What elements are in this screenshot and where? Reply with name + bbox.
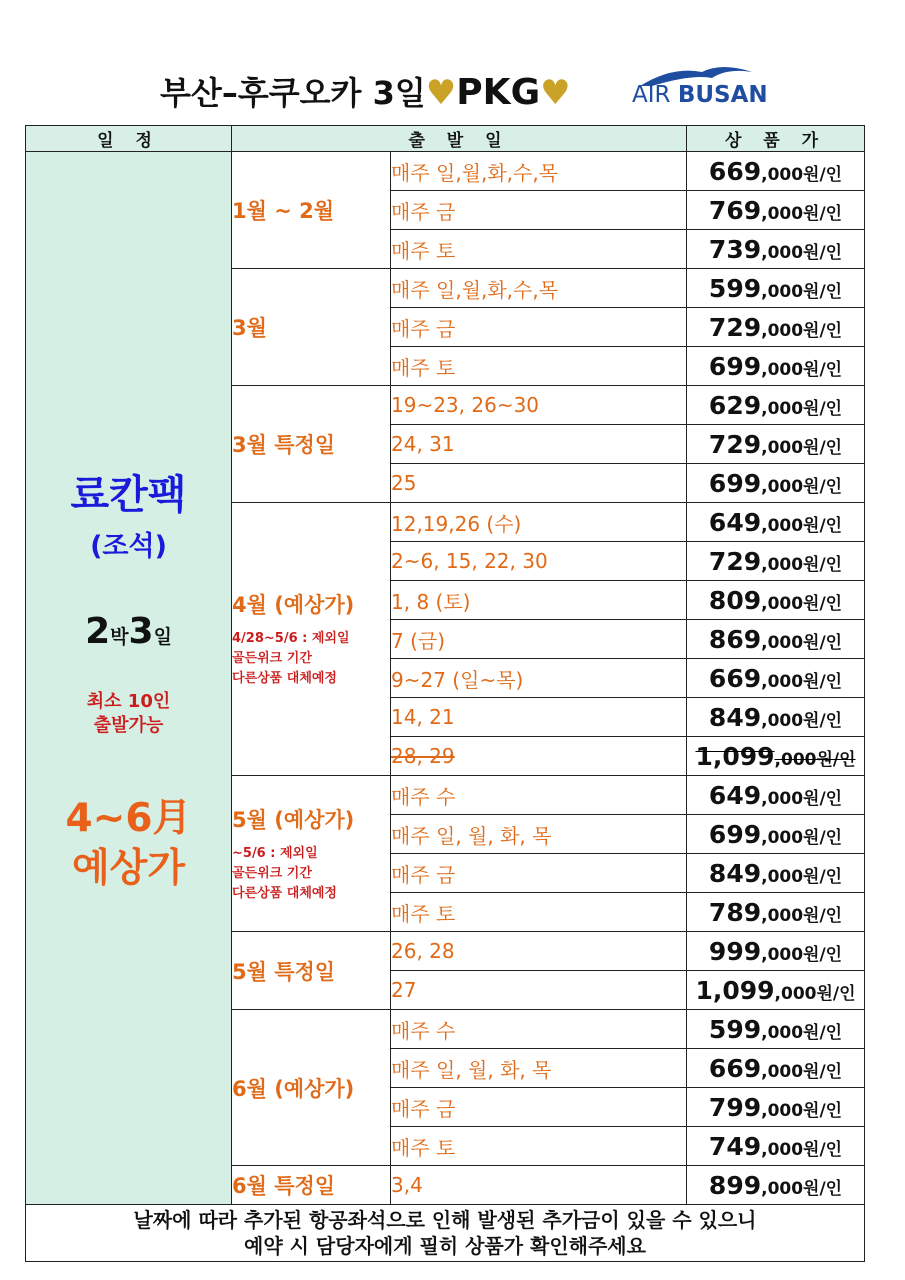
price-cell <box>687 191 865 230</box>
price-suffix: ,000원/인 <box>761 320 843 341</box>
page-title <box>160 68 571 114</box>
header-schedule: 일 정 <box>26 126 232 152</box>
departure-date: 매주 토 <box>391 893 687 932</box>
price-suffix: ,000원/인 <box>761 827 843 848</box>
price-cell <box>687 659 865 698</box>
title-main: 부산–후쿠오카 3일 <box>160 74 426 112</box>
period-cell <box>232 776 391 932</box>
price-cell <box>687 932 865 971</box>
header-row <box>26 126 865 152</box>
nights-number: 2 <box>85 610 111 652</box>
table-row <box>26 152 865 191</box>
price-suffix: ,000원/인 <box>761 593 843 614</box>
price-suffix: ,000원/인 <box>761 1022 843 1043</box>
departure-date: 28, 29 <box>391 737 687 776</box>
departure-date: 14, 21 <box>391 698 687 737</box>
price-cell <box>687 1166 865 1205</box>
price-suffix: ,000원/인 <box>774 749 856 770</box>
period-cell <box>232 386 391 503</box>
price-thousands: 799 <box>708 1092 762 1122</box>
period-note-line: 다른상품 대체예정 <box>232 885 337 901</box>
departure-date: 매주 금 <box>391 191 687 230</box>
price-suffix: ,000원/인 <box>761 359 843 380</box>
departure-date: 26, 28 <box>391 932 687 971</box>
footer-row <box>26 1205 865 1262</box>
minimum-people <box>26 690 231 738</box>
price-thousands: 729 <box>708 429 762 459</box>
duration <box>26 611 231 652</box>
departure-date: 매주 금 <box>391 1088 687 1127</box>
period-cell <box>232 269 391 386</box>
meal-info: (조석) <box>90 530 167 562</box>
price-cell <box>687 893 865 932</box>
price-thousands: 809 <box>708 585 762 615</box>
price-suffix: ,000원/인 <box>761 866 843 887</box>
departure-date: 매주 일,월,화,수,목 <box>391 152 687 191</box>
period-note <box>232 629 390 689</box>
price-thousands: 999 <box>708 936 762 966</box>
price-cell <box>687 1088 865 1127</box>
departure-date: 27 <box>391 971 687 1010</box>
price-cell <box>687 425 865 464</box>
departure-date: 12,19,26 (수) <box>391 503 687 542</box>
period-label: 6월 특정일 <box>232 1174 336 1198</box>
period-note-line: 골든위크 기간 <box>232 651 312 666</box>
period-note-line: ~5/6 : 제외일 <box>232 845 318 861</box>
price-thousands: 749 <box>708 1131 762 1161</box>
price-cell <box>687 737 865 776</box>
departure-date: 매주 수 <box>391 776 687 815</box>
departure-date: 매주 일, 월, 화, 목 <box>391 1049 687 1088</box>
price-thousands: 849 <box>708 858 762 888</box>
period-cell <box>232 1166 391 1205</box>
min-line-2: 출발가능 <box>93 714 164 736</box>
price-thousands: 869 <box>708 624 762 654</box>
price-thousands: 699 <box>708 351 762 381</box>
price-table <box>25 125 865 1262</box>
price-cell <box>687 620 865 659</box>
price-thousands: 669 <box>708 663 762 693</box>
price-suffix: ,000원/인 <box>761 164 843 185</box>
price-thousands: 769 <box>708 195 762 225</box>
period-label: 4월 (예상가) <box>232 593 355 617</box>
price-cell <box>687 971 865 1010</box>
table-body <box>26 152 865 1205</box>
price-thousands: 1,099 <box>695 741 775 771</box>
price-suffix: ,000원/인 <box>761 554 843 575</box>
product-summary-panel <box>26 152 232 1205</box>
departure-date: 9~27 (일~목) <box>391 659 687 698</box>
price-suffix: ,000원/인 <box>761 203 843 224</box>
price-thousands: 599 <box>708 273 762 303</box>
price-suffix: ,000원/인 <box>761 281 843 302</box>
price-cell <box>687 230 865 269</box>
departure-date: 매주 토 <box>391 1127 687 1166</box>
days-unit: 일 <box>153 625 172 648</box>
price-suffix: ,000원/인 <box>761 788 843 809</box>
nights-unit: 박 <box>110 625 129 648</box>
departure-date: 3,4 <box>391 1166 687 1205</box>
departure-date: 매주 수 <box>391 1010 687 1049</box>
departure-date: 매주 토 <box>391 230 687 269</box>
price-thousands: 789 <box>708 897 762 927</box>
est-line-1: 4~6月 <box>65 795 192 841</box>
period-note-line: 4/28~5/6 : 제외일 <box>232 631 350 646</box>
title-pkg: PKG <box>456 72 541 113</box>
price-cell <box>687 308 865 347</box>
departure-date: 매주 금 <box>391 308 687 347</box>
estimate-notice <box>26 794 231 894</box>
period-label: 1월 ~ 2월 <box>232 199 335 223</box>
hotel-type: 료칸팩 <box>70 471 187 518</box>
logo-air: AIR <box>632 82 678 108</box>
period-label: 3월 <box>232 316 267 340</box>
price-suffix: ,000원/인 <box>761 905 843 926</box>
departure-date: 매주 토 <box>391 347 687 386</box>
price-thousands: 699 <box>708 819 762 849</box>
price-cell <box>687 815 865 854</box>
days-number: 3 <box>128 610 154 652</box>
price-suffix: ,000원/인 <box>761 671 843 692</box>
price-cell <box>687 776 865 815</box>
departure-date: 7 (금) <box>391 620 687 659</box>
departure-date: 19~23, 26~30 <box>391 386 687 425</box>
period-cell <box>232 1010 391 1166</box>
period-label: 6월 (예상가) <box>232 1076 355 1101</box>
price-thousands: 899 <box>708 1170 762 1200</box>
price-cell <box>687 464 865 503</box>
price-thousands: 699 <box>708 468 762 498</box>
price-suffix: ,000원/인 <box>761 944 843 965</box>
price-thousands: 629 <box>708 390 762 420</box>
period-label: 5월 특정일 <box>232 959 336 984</box>
price-suffix: ,000원/인 <box>761 242 843 263</box>
period-cell <box>232 932 391 1010</box>
price-cell <box>687 1049 865 1088</box>
departure-date: 1, 8 (토) <box>391 581 687 620</box>
price-thousands: 729 <box>708 312 762 342</box>
price-cell <box>687 698 865 737</box>
price-suffix: ,000원/인 <box>761 515 843 536</box>
price-suffix: ,000원/인 <box>774 983 856 1004</box>
departure-date: 매주 일,월,화,수,목 <box>391 269 687 308</box>
period-cell <box>232 503 391 776</box>
title-row <box>0 60 905 120</box>
header-departure: 출 발 일 <box>232 126 687 152</box>
price-thousands: 1,099 <box>695 975 775 1005</box>
price-suffix: ,000원/인 <box>761 1100 843 1121</box>
price-suffix: ,000원/인 <box>761 398 843 419</box>
price-suffix: ,000원/인 <box>761 632 843 653</box>
departure-date: 24, 31 <box>391 425 687 464</box>
period-label: 5월 (예상가) <box>232 807 355 832</box>
price-suffix: ,000원/인 <box>761 476 843 497</box>
price-suffix: ,000원/인 <box>761 437 843 458</box>
footer-line-1: 날짜에 따라 추가된 항공좌석으로 인해 발생된 추가금이 있을 수 있으니 <box>133 1208 757 1232</box>
price-thousands: 739 <box>708 234 762 264</box>
price-suffix: ,000원/인 <box>761 710 843 731</box>
price-cell <box>687 386 865 425</box>
price-thousands: 649 <box>708 780 762 810</box>
period-note <box>232 844 390 904</box>
logo-text <box>632 82 768 108</box>
price-cell <box>687 269 865 308</box>
price-thousands: 669 <box>708 1053 762 1083</box>
price-suffix: ,000원/인 <box>761 1139 843 1160</box>
departure-date: 25 <box>391 464 687 503</box>
price-thousands: 649 <box>708 507 762 537</box>
header-price: 상 품 가 <box>687 126 865 152</box>
price-thousands: 849 <box>708 702 762 732</box>
heart-icon: ♥ <box>540 73 571 113</box>
price-cell <box>687 152 865 191</box>
price-cell <box>687 1127 865 1166</box>
heart-icon: ♥ <box>425 73 457 113</box>
period-label: 3월 특정일 <box>232 433 336 457</box>
period-note-line: 골든위크 기간 <box>232 865 312 881</box>
price-suffix: ,000원/인 <box>761 1178 843 1199</box>
departure-date: 매주 일, 월, 화, 목 <box>391 815 687 854</box>
footer-line-2: 예약 시 담당자에게 필히 상품가 확인해주세요 <box>244 1234 646 1258</box>
price-thousands: 669 <box>708 156 762 186</box>
price-cell <box>687 581 865 620</box>
min-line-1: 최소 10인 <box>86 690 171 712</box>
price-thousands: 729 <box>708 546 762 576</box>
period-note-line: 다른상품 대체예정 <box>232 671 337 686</box>
price-cell <box>687 542 865 581</box>
logo-busan: BUSAN <box>677 82 768 108</box>
air-busan-logo <box>632 60 768 112</box>
price-thousands: 599 <box>708 1014 762 1044</box>
price-cell <box>687 503 865 542</box>
price-cell <box>687 1010 865 1049</box>
departure-date: 2~6, 15, 22, 30 <box>391 542 687 581</box>
price-suffix: ,000원/인 <box>761 1061 843 1082</box>
est-line-2: 예상가 <box>71 845 186 891</box>
footer-notice <box>26 1205 865 1262</box>
departure-date: 매주 금 <box>391 854 687 893</box>
price-cell <box>687 854 865 893</box>
period-cell <box>232 152 391 269</box>
price-cell <box>687 347 865 386</box>
